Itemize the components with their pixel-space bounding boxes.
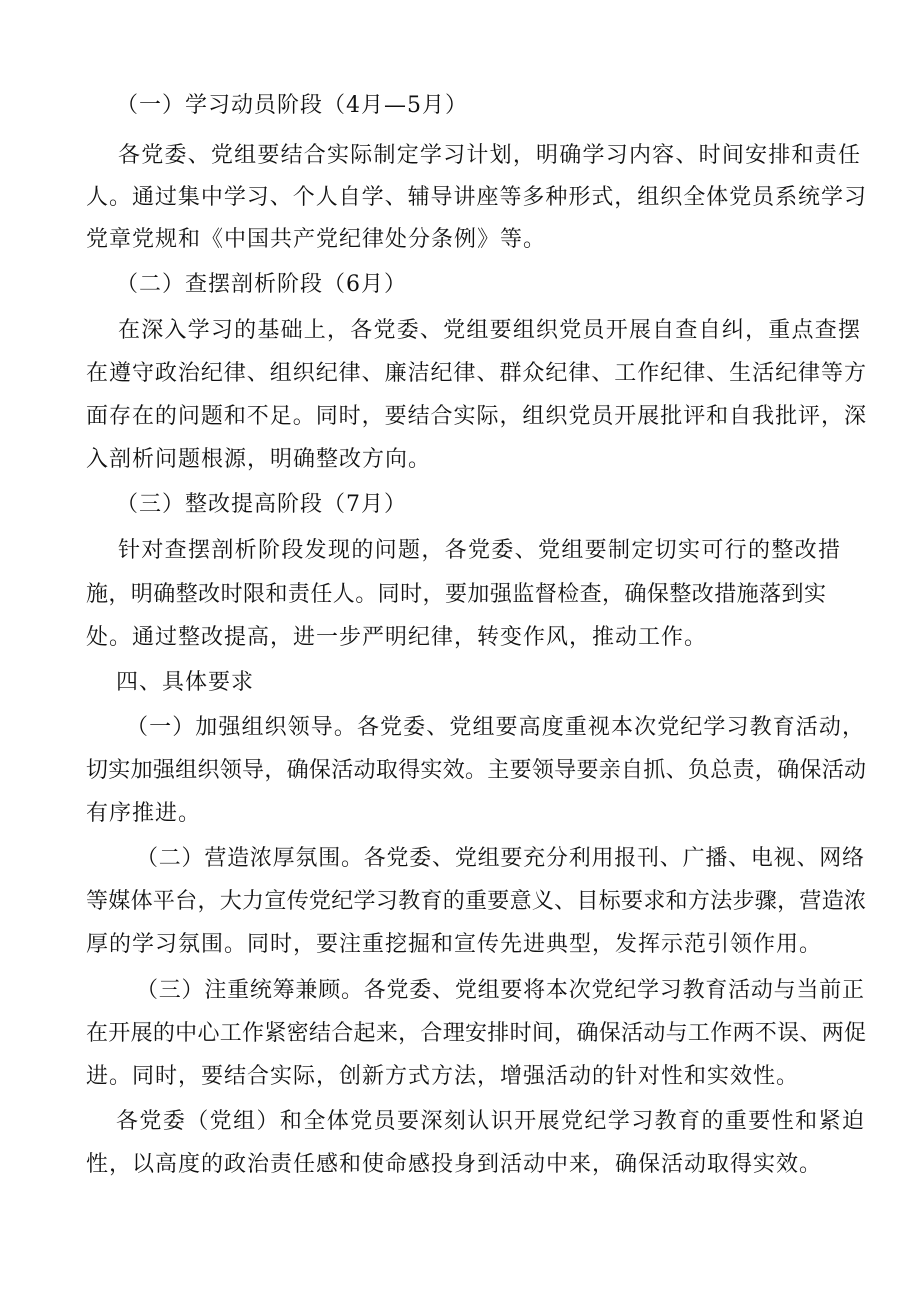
paragraph-line: 处。通过整改提高，进一步严明纪律，转变作风，推动工作。	[86, 625, 708, 650]
paragraph-line: 在遵守政治纪律、组织纪律、廉洁纪律、群众纪律、工作纪律、生活纪律等方	[86, 361, 866, 386]
paragraph-line: 各党委（党组）和全体党员要深刻认识开展党纪学习教育的重要性和紧迫	[116, 1109, 864, 1134]
paragraph-line: 切实加强组织领导，确保活动取得实效。主要领导要亲自抓、负总责，确保活动	[86, 758, 866, 783]
paragraph-line: 在深入学习的基础上，各党委、党组要组织党员开展自查自纠，重点查摆	[118, 318, 860, 343]
section-heading-requirements: 四、具体要求	[116, 670, 255, 695]
heading-stage-2: （二）查摆剖析阶段（6月）	[116, 272, 407, 297]
paragraph-line: （二）营造浓厚氛围。各党委、党组要充分利用报刊、广播、电视、网络	[136, 846, 864, 871]
paragraph-line: 面存在的问题和不足。同时，要结合实际，组织党员开展批评和自我批评，深	[86, 404, 866, 429]
paragraph-line: （三）注重统筹兼顾。各党委、党组要将本次党纪学习教育活动与当前正	[136, 978, 864, 1003]
paragraph-line: 各党委、党组要结合实际制定学习计划，明确学习内容、时间安排和责任	[118, 143, 860, 168]
heading-stage-3: （三）整改提高阶段（7月）	[116, 492, 407, 517]
paragraph-line: 厚的学习氛围。同时，要注重挖掘和宣传先进典型，发挥示范引领作用。	[86, 932, 823, 957]
paragraph-line: 党章党规和《中国共产党纪律处分条例》等。	[86, 227, 547, 252]
heading-stage-1: （一）学习动员阶段（4月—5月）	[116, 93, 468, 118]
paragraph-line: 针对查摆剖析阶段发现的问题，各党委、党组要制定切实可行的整改措	[118, 538, 840, 563]
paragraph-line: 在开展的中心工作紧密结合起来，合理安排时间，确保活动与工作两不误、两促	[86, 1021, 866, 1046]
paragraph-line: 人。通过集中学习、个人自学、辅导讲座等多种形式，组织全体党员系统学习	[86, 185, 866, 210]
paragraph-line: 等媒体平台，大力宣传党纪学习教育的重要意义、目标要求和方法步骤，营造浓	[86, 889, 866, 914]
paragraph-line: 性，以高度的政治责任感和使命感投身到活动中来，确保活动取得实效。	[86, 1152, 823, 1177]
paragraph-line: 有序推进。	[86, 801, 202, 826]
paragraph-line: 入剖析问题根源，明确整改方向。	[86, 447, 432, 472]
paragraph-line: 进。同时，要结合实际，创新方式方法，增强活动的针对性和实效性。	[86, 1064, 800, 1089]
paragraph-line: （一）加强组织领导。各党委、党组要高度重视本次党纪学习教育活动，	[126, 715, 864, 740]
paragraph-line: 施，明确整改时限和责任人。同时，要加强监督检查，确保整改措施落到实	[86, 582, 826, 607]
